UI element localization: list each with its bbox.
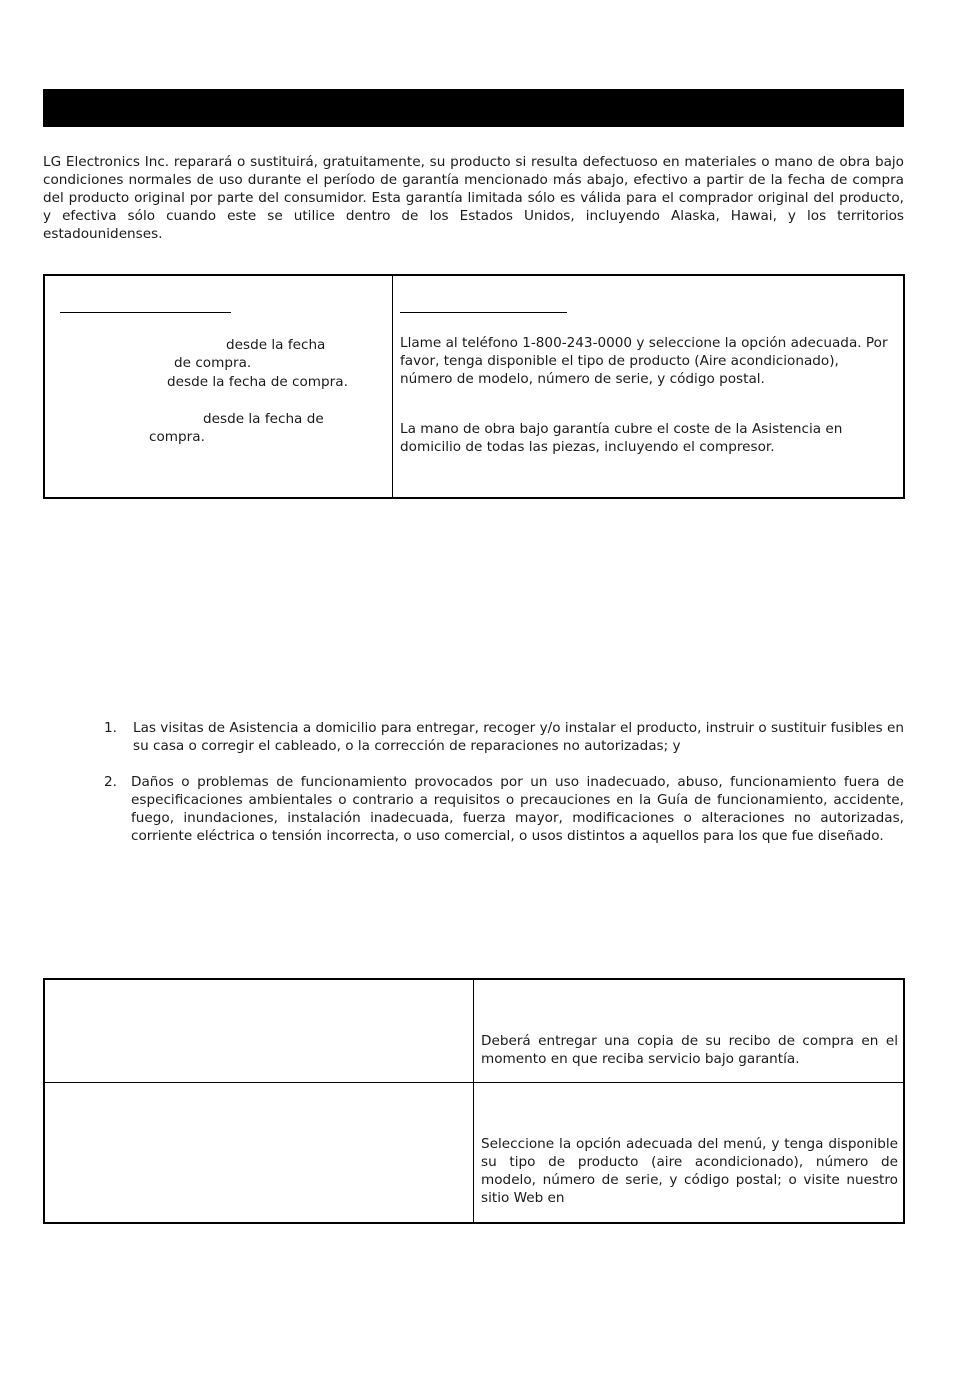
service-table (43, 978, 905, 1224)
warranty-period-table (43, 274, 905, 499)
list-number: 2. (104, 774, 117, 790)
period-text-1: desde la fecha (226, 337, 326, 353)
period-text-3: desde la fecha de compra. (167, 374, 348, 390)
list-text: Las visitas de Asistencia a domicilio para entregar, recoger y/o instalar el producto, instruir o sustituir fusibles en su casa o corregir el cableado, o la corrección de reparaciones no autorizadas; y (133, 720, 904, 754)
labor-coverage: La mano de obra bajo garantía cubre el coste de la Asistencia en domicilio de todas las piezas, incluyendo el compresor. (400, 421, 843, 455)
list-number: 1. (104, 720, 117, 736)
list-text: Daños o problemas de funcionamiento provocados por un uso inadecuado, abuso, funcionamiento fuera de especificaciones ambientales o contrario a requisitos o precauciones en la Guía de funcionamiento, accidente, fuego, inundaciones, instalación inadecuada, fuerza mayor, modificaciones o alteraciones no autorizadas, corriente eléctrica o tensión incorrecta, o uso comercial, o usos distintos a aquellos para los que fue diseñado. (131, 774, 904, 844)
table-divider (473, 980, 474, 1222)
table-divider (392, 276, 393, 497)
menu-instructions: Seleccione la opción adecuada del menú, y tenga disponible su tipo de producto (aire acondicionado), número de modelo, número de serie, y código postal; o visite nuestro sitio Web en (481, 1136, 898, 1206)
receipt-note: Deberá entregar una copia de su recibo de compra en el momento en que reciba servicio bajo garantía. (481, 1033, 898, 1067)
heading-rule-left (60, 312, 231, 313)
section-title-bar (43, 89, 904, 127)
warranty-intro: LG Electronics Inc. reparará o sustituirá, gratuitamente, su producto si resulta defectuoso en materiales o mano de obra bajo condiciones normales de uso durante el período de garantía mencionado más abajo, efectivo a partir de la fecha de compra del producto original por parte del consumidor. Esta garantía limitada sólo es válida para el comprador original del producto, y efectiva sólo cuando este se utilice dentro de los Estados Unidos, incluyendo Alaska, Hawai, y los territorios estadounidenses. (43, 154, 904, 242)
table-row-divider (45, 1082, 903, 1083)
period-text-4: desde la fecha de (203, 411, 324, 427)
service-instructions: Llame al teléfono 1-800-243-0000 y seleccione la opción adecuada. Por favor, tenga disponible el tipo de producto (Aire acondicionado), número de modelo, número de serie, y código postal. (400, 335, 888, 387)
heading-rule-right (400, 312, 567, 313)
period-text-5: compra. (149, 429, 205, 445)
period-text-2: de compra. (174, 355, 252, 371)
